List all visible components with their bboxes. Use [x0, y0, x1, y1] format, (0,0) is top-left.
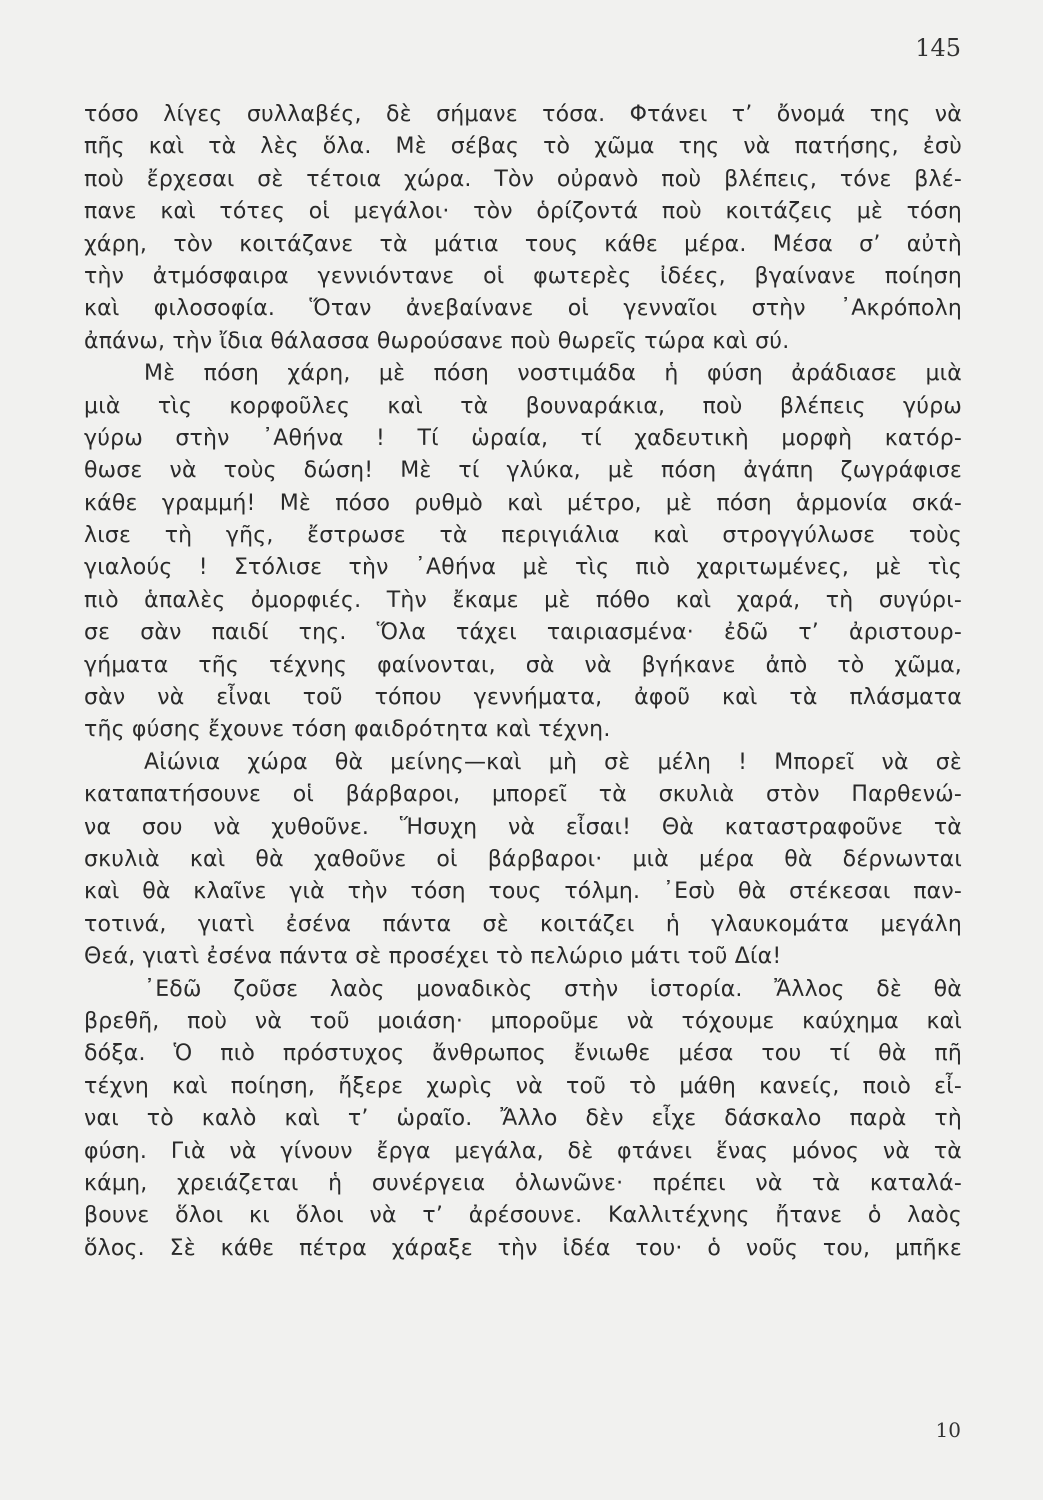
text-line: ἀπάνω, τὴν ἴδια θάλασσα θωρούσανε ποὺ θωρεῖς τώρα καὶ σύ.	[84, 328, 790, 354]
text-line: γύρω στὴν ᾿Αθήνα ! Τί ὡραία, τί χαδευτικὴ μορφὴ κατόρ-	[84, 425, 962, 451]
text-line: καὶ θὰ κλαῖνε γιὰ τὴν τόση τους τόλμη. ᾿Εσὺ θὰ στέκεσαι παν-	[84, 879, 962, 905]
text-line: γήματα τῆς τέχνης φαίνονται, σὰ νὰ βγήκανε ἀπὸ τὸ χῶμα,	[84, 652, 962, 678]
text-line: ποὺ ἔρχεσαι σὲ τέτοια χώρα. Τὸν οὐρανὸ ποὺ βλέπεις, τόνε βλέ-	[84, 166, 962, 192]
text-line: ναι τὸ καλὸ καὶ τ’ ὡραῖο. Ἄλλο δὲν εἶχε δάσκαλο παρὰ τὴ	[84, 1106, 962, 1132]
text-line: σε σὰν παιδί της. Ὅλα τάχει ταιριασμένα· ἐδῶ τ’ ἀριστουρ-	[84, 620, 962, 646]
text-line: κάθε γραμμή! Μὲ πόσο ρυθμὸ καὶ μέτρο, μὲ πόση ἁρμονία σκά-	[84, 490, 962, 516]
text-line: μιὰ τὶς κορφοῦλες καὶ τὰ βουναράκια, ποὺ βλέπεις γύρω	[84, 393, 962, 419]
text-line: πῆς καὶ τὰ λὲς ὅλα. Μὲ σέβας τὸ χῶμα της νὰ πατήσης, ἐσὺ	[84, 134, 962, 160]
text-line: να σου νὰ χυθοῦνε. Ἥσυχη νὰ εἶσαι! Θὰ καταστραφοῦνε τὰ	[84, 814, 962, 840]
body-text	[84, 99, 962, 1265]
text-line: τὴν ἀτμόσφαιρα γεννιόντανε οἱ φωτερὲς ἰδέες, βγαίνανε ποίηση	[84, 263, 962, 289]
text-line: σκυλιὰ καὶ θὰ χαθοῦνε οἱ βάρβαροι· μιὰ μέρα θὰ δέρνωνται	[84, 846, 962, 872]
text-line: βρεθῆ, ποὺ νὰ τοῦ μοιάση· μποροῦμε νὰ τόχουμε καύχημα καὶ	[84, 1008, 962, 1034]
text-line: κάμη, χρειάζεται ἡ συνέργεια ὁλωνῶνε· πρέπει νὰ τὰ καταλά-	[84, 1170, 962, 1196]
text-line: θωσε νὰ τοὺς δώση! Μὲ τί γλύκα, μὲ πόση ἀγάπη ζωγράφισε	[84, 458, 962, 484]
text-line: πανε καὶ τότες οἱ μεγάλοι· τὸν ὁρίζοντά ποὺ κοιτάζεις μὲ τόση	[84, 199, 962, 225]
text-line: γιαλούς ! Στόλισε τὴν ᾿Αθήνα μὲ τὶς πιὸ χαριτωμένες, μὲ τὶς	[84, 555, 962, 581]
text-line: τόσο λίγες συλλαβές, δὲ σήμανε τόσα. Φτάνει τ’ ὄνομά της νὰ	[84, 102, 962, 127]
text-line: ὅλος. Σὲ κάθε πέτρα χάραξε τὴν ἰδέα του· ὁ νοῦς του, μπῆκε	[84, 1235, 962, 1261]
page-number: 145	[915, 34, 961, 62]
text-line: βουνε ὅλοι κι ὅλοι νὰ τ’ ἀρέσουνε. Καλλιτέχνης ἤτανε ὁ λαὸς	[84, 1203, 962, 1229]
text-line: καὶ φιλοσοφία. Ὅταν ἀνεβαίνανε οἱ γενναῖοι στὴν ᾿Ακρόπολη	[84, 296, 962, 322]
paragraph-start-line: Αἰώνια χώρα θὰ μείνης—καὶ μὴ σὲ μέλη ! Μπορεῖ νὰ σὲ	[144, 749, 962, 775]
text-line: τέχνη καὶ ποίηση, ἤξερε χωρὶς νὰ τοῦ τὸ μάθη κανείς, ποιὸ εἶ-	[84, 1073, 962, 1099]
text-line: δόξα. Ὁ πιὸ πρόστυχος ἄνθρωπος ἔνιωθε μέσα του τί θὰ πῆ	[84, 1041, 962, 1067]
paragraph-start-line: ᾿Εδῶ ζοῦσε λαὸς μοναδικὸς στὴν ἱστορία. Ἄλλος δὲ θὰ	[144, 976, 962, 1002]
signature-mark: 10	[935, 1418, 961, 1442]
text-line: φύση. Γιὰ νὰ γίνουν ἔργα μεγάλα, δὲ φτάνει ἕνας μόνος νὰ τὰ	[84, 1138, 962, 1164]
text-line: τῆς φύσης ἔχουνε τόση φαιδρότητα καὶ τέχνη.	[84, 717, 611, 743]
text-line: τοτινά, γιατὶ ἐσένα πάντα σὲ κοιτάζει ἡ γλαυκομάτα μεγάλη	[84, 911, 962, 937]
text-line: πιὸ ἁπαλὲς ὀμορφιές. Τὴν ἔκαμε μὲ πόθο καὶ χαρά, τὴ συγύρι-	[84, 587, 962, 613]
text-line: σὰν νὰ εἶναι τοῦ τόπου γεννήματα, ἀφοῦ καὶ τὰ πλάσματα	[84, 685, 962, 711]
text-line: καταπατήσουνε οἱ βάρβαροι, μπορεῖ τὰ σκυλιὰ στὸν Παρθενώ-	[84, 782, 962, 808]
text-line: χάρη, τὸν κοιτάζανε τὰ μάτια τους κάθε μέρα. Μέσα σ’ αὐτὴ	[84, 231, 962, 257]
paragraph-start-line: Μὲ πόση χάρη, μὲ πόση νοστιμάδα ἡ φύση ἀράδιασε μιὰ	[144, 361, 962, 387]
text-line: λισε τὴ γῆς, ἔστρωσε τὰ περιγιάλια καὶ στρογγύλωσε τοὺς	[84, 523, 962, 549]
text-line: Θεά, γιατὶ ἐσένα πάντα σὲ προσέχει τὸ πελώριο μάτι τοῦ Δία!	[84, 944, 782, 970]
